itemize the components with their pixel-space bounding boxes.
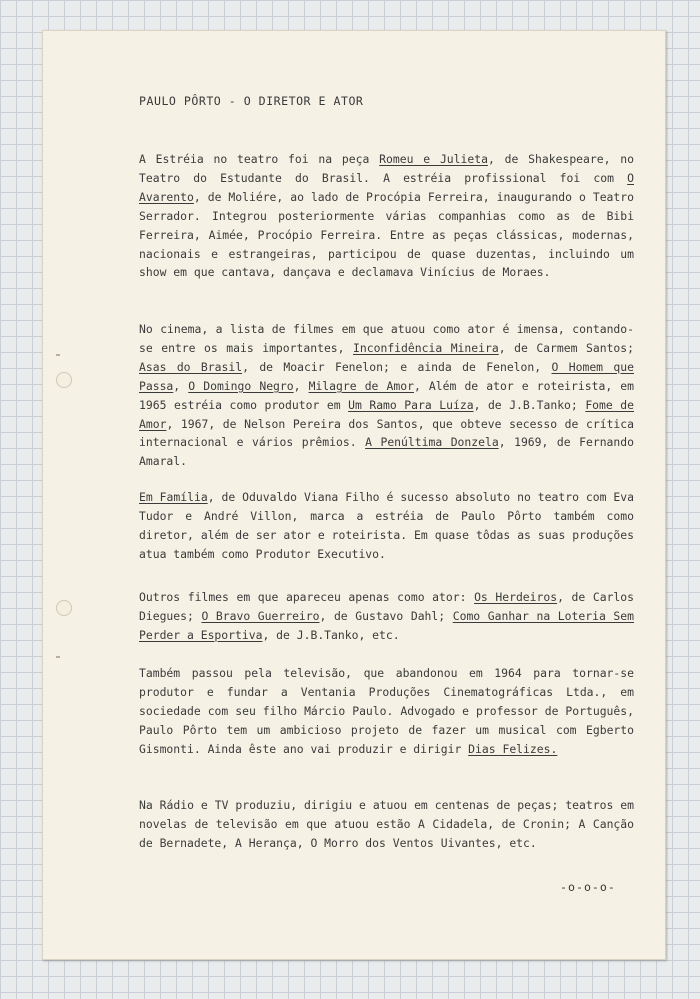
text-segment: , de Carmem Santos; <box>498 340 634 355</box>
paragraph <box>139 150 634 282</box>
text-segment: Outros filmes em que apareceu apenas como ator: <box>139 590 475 604</box>
text-segment: A Estréia no teatro foi na peça <box>139 152 380 166</box>
paragraph <box>139 796 634 853</box>
underlined-title: Um Ramo Para Luíza <box>348 397 474 412</box>
underlined-title: Romeu e Julieta <box>379 152 488 166</box>
underlined-title: Inconfidência Mineira <box>353 340 499 355</box>
underlined-title: Milagre de Amor <box>308 378 414 393</box>
text-segment: , de Oduvaldo Viana Filho é sucesso absoluto no teatro com Eva Tudor e André Villon, marca a estréia de Paulo Pôrto também como diretor, além de ser ator e roteirista. Em quase tôdas as suas produções atua também como Produtor Executivo. <box>139 490 634 561</box>
text-segment: , <box>293 378 309 393</box>
closing-mark: -o-o-o- <box>560 880 616 894</box>
underlined-title: A Penúltima Donzela <box>365 435 499 450</box>
text-segment: , Além de ator e roteirista, em 1965 estréia como produtor em <box>139 378 635 412</box>
text-segment: , de Gustavo Dahl; <box>319 608 453 623</box>
underlined-title: O Domingo Negro <box>188 378 294 393</box>
document-title: PAULO PÔRTO - O DIRETOR E ATOR <box>139 94 364 108</box>
underlined-title: Em Família <box>139 490 208 504</box>
underlined-title: Dias Felizes. <box>468 741 558 756</box>
text-segment: Também passou pela televisão, que abandonou em 1964 para tornar-se produtor e fundar a Ventania Produções Cinematográficas Ltda., em sociedade com seu filho Márcio Paulo. Advogado e professor de Português, Paulo Pôrto tem um ambicioso projeto de fazer um musical com Egberto Gismonti. Ainda êste ano vai produzir e dirigir <box>139 666 634 756</box>
underlined-title: Asas do Brasil <box>139 359 243 374</box>
paragraph <box>139 488 634 564</box>
text-segment: , de Shakespeare, no Teatro do Estudante do Brasil. A estréia profissional foi com <box>139 152 635 185</box>
paragraph <box>139 320 634 471</box>
text-segment: , de J.B.Tanko; <box>473 397 586 412</box>
underlined-title: O Homem que Passa <box>139 359 634 393</box>
paragraph <box>139 588 634 645</box>
text-segment: , de J.B.Tanko, etc. <box>262 627 400 642</box>
text-segment: Na Rádio e TV produziu, dirigiu e atuou em centenas de peças; teatros em novelas de televisão em que atuou estão A Cidadela, de Cronin; A Canção de Bernadete, A Herança, O Morro dos Ventos Uivantes, etc. <box>139 798 634 850</box>
text-segment: , <box>173 378 189 393</box>
edge-mark <box>56 354 60 356</box>
text-segment: , de Carlos Diegues; <box>139 590 635 623</box>
text-segment: , 1967, de Nelson Pereira dos Santos, que obteve secesso de crítica internacional e vários prêmios. <box>139 416 634 450</box>
punch-hole <box>56 600 72 616</box>
punch-hole <box>56 372 72 388</box>
text-segment: , de Moliére, ao lado de Procópia Ferreira, inaugurando o Teatro Serrador. Integrou posteriormente várias companhias como as de Bibi Ferreira, Aimée, Procópio Ferreira. Entre as peças clássicas, modernas, nacionais e estrangeiras, participou de quase duzentas, incluindo um show em que cantava, dançava e declamava Vinícius de Moraes. <box>139 189 634 280</box>
underlined-title: O Bravo Guerreiro <box>201 608 320 623</box>
text-segment: , 1969, de Fernando Amaral. <box>139 435 634 469</box>
paragraph <box>139 664 634 759</box>
underlined-title: Como Ganhar na Loteria Sem Perder a Esportiva <box>139 608 634 642</box>
underlined-title: Os Herdeiros <box>474 590 558 604</box>
text-segment: , de Moacir Fenelon; e ainda de Fenelon, <box>242 359 552 374</box>
edge-mark <box>56 656 60 658</box>
text-segment: No cinema, a lista de filmes em que atuou como ator é imensa, contando-se entre os mais importantes, <box>139 322 634 355</box>
underlined-title: O Avarento <box>139 170 634 204</box>
underlined-title: Fome de Amor <box>139 397 634 431</box>
